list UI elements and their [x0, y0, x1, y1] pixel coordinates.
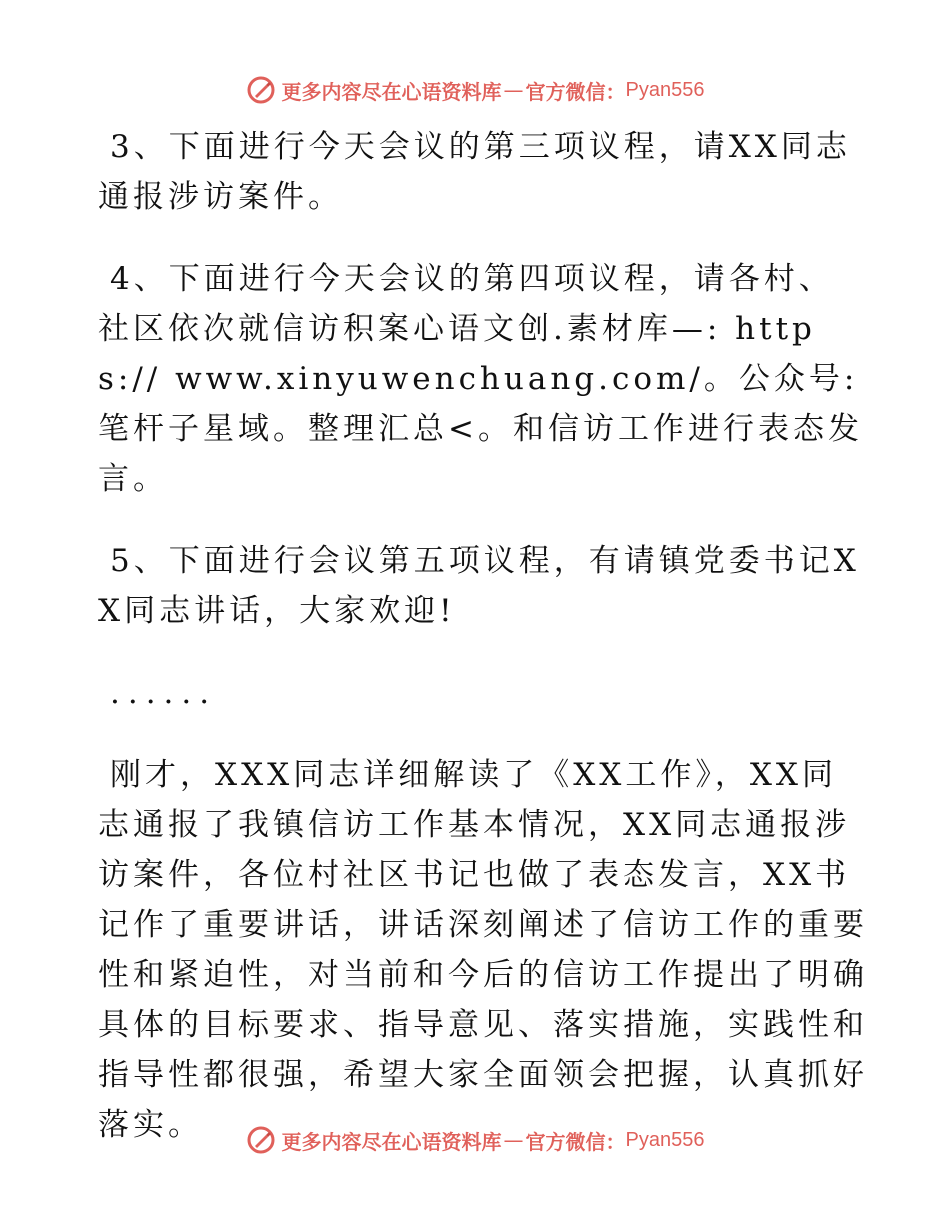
- paragraph-agenda-3: 3、下面进行今天会议的第三项议程，请XX同志通报涉访案件。: [98, 129, 851, 215]
- pen-circle-logo-icon: [246, 1125, 276, 1155]
- paragraph-summary: 刚才，XXX同志详细解读了《XX工作》，XX同志通报了我镇信访工作基本情况，XX同志通报涉访案件，各位村社区书记也做了表态发言，XX书记作了重要讲话，讲话深刻阐述了信访工作的重要性和紧迫性，对当前和今后的信访工作提出了明确具体的目标要求、指导意见、落实措施，实践性和指导性都很强，希望大家全面领会把握，认真抓好落实。: [98, 757, 868, 1143]
- banner-wechat-id: Pyan556: [625, 1128, 705, 1151]
- footer-watermark-banner: [0, 1120, 950, 1160]
- document-body: [98, 122, 868, 1182]
- banner-suffix: 官方微信：: [525, 79, 626, 104]
- header-watermark-banner: [0, 70, 950, 110]
- banner-suffix: 官方微信：: [525, 1129, 626, 1154]
- banner-wechat-id: Pyan556: [625, 78, 705, 101]
- banner-main-text: 更多内容尽在心语资料库: [281, 79, 502, 104]
- banner-separator: —: [503, 1128, 524, 1152]
- paragraph-agenda-4: 4、下面进行今天会议的第四项议程，请各村、社区依次就信访积案心语文创.素材库—: https:// www.xinyuwenchuang.com/。公众号: 笔杆子星域。整理汇总<。和信访工作进行表态发言。: [98, 261, 863, 497]
- pen-circle-logo-icon: [246, 75, 276, 105]
- paragraph-agenda-5: 5、下面进行会议第五项议程，有请镇党委书记XX同志讲话，大家欢迎!: [98, 543, 860, 629]
- banner-main-text: 更多内容尽在心语资料库: [281, 1129, 502, 1154]
- banner-separator: —: [503, 78, 524, 102]
- paragraph-ellipsis: ......: [110, 675, 218, 711]
